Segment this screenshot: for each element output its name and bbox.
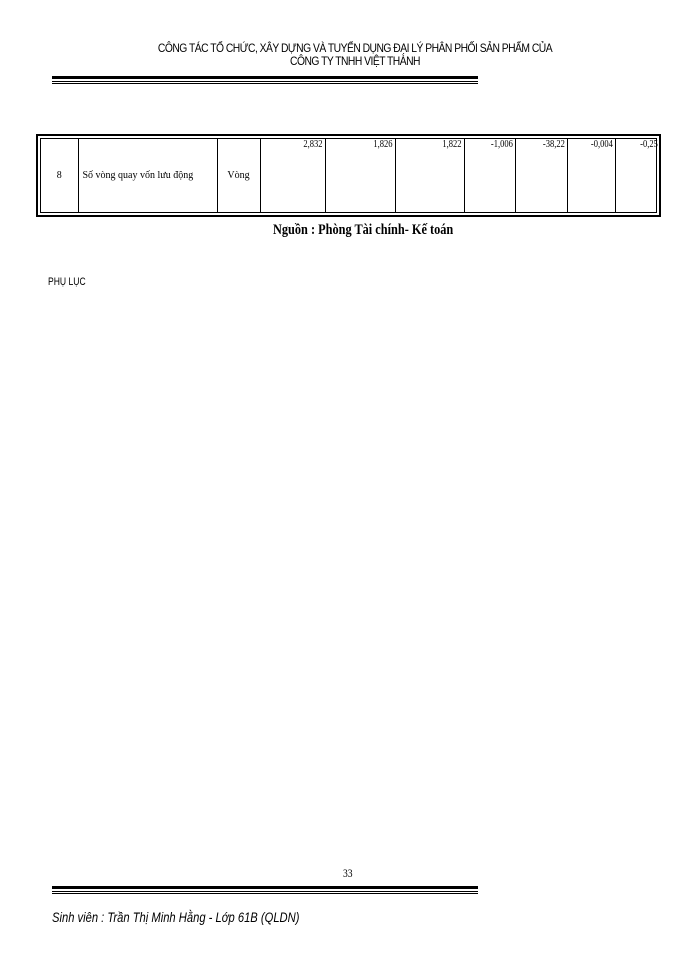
table-row [41, 139, 660, 212]
value-cell [515, 139, 567, 212]
value-cell [395, 139, 464, 212]
page-header-title [153, 42, 557, 68]
footer-divider [52, 886, 478, 895]
header-divider [52, 76, 478, 85]
header-line-1: CÔNG TÁC TỔ CHỨC, XÂY DỰNG VÀ TUYỂN DỤNG ĐẠI LÝ PHÂN PHỐI SẢN PHẨM CỦA [157, 41, 553, 55]
financial-table [36, 134, 661, 217]
value-cell [325, 139, 395, 212]
value-2021: 1,826 [373, 139, 393, 150]
change-abs-1: -1,006 [490, 139, 513, 150]
value-2022: 1,822 [442, 139, 462, 150]
change-pct-2: -0,25 [640, 139, 658, 150]
header-line-2: CÔNG TY TNHH VIỆT THÀNH [290, 54, 420, 68]
source-note: Nguồn : Phòng Tài chính- Kế toán [273, 222, 454, 238]
value-cell [464, 139, 515, 212]
change-abs-2: -0,004 [590, 139, 613, 150]
value-cell [615, 139, 660, 212]
row-unit: Vòng [217, 139, 260, 212]
change-pct-1: -38,22 [542, 139, 565, 150]
value-cell [260, 139, 325, 212]
row-indicator: Số vòng quay vốn lưu động [78, 139, 217, 212]
footer-student-info: Sinh viên : Trần Thị Minh Hằng - Lớp 61B (QLDN) [52, 909, 300, 925]
appendix-label: PHỤ LỤC [48, 276, 86, 288]
page-number: 33 [343, 866, 353, 880]
value-2020: 2,832 [303, 139, 323, 150]
row-index: 8 [56, 170, 62, 181]
value-cell [567, 139, 615, 212]
